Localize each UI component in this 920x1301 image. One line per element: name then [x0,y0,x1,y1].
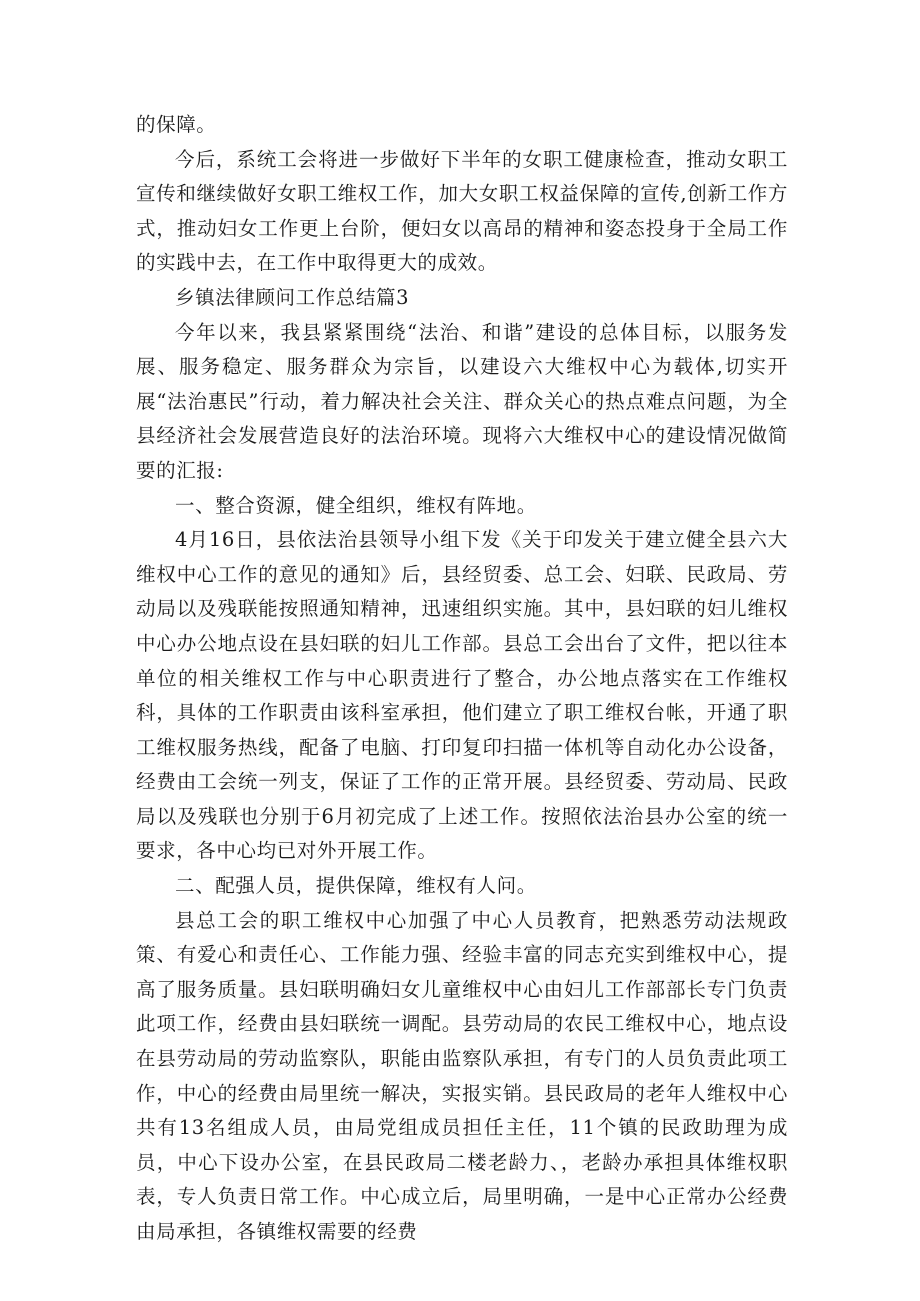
section-title: 乡镇法律顾问工作总结篇3 [175,285,410,309]
section-heading-two: 二、配强人员，提供保障，维权有人问。 [175,874,537,898]
paragraph-future-work: 今后，系统工会将进一步做好下半年的女职工健康检查，推动女职工宣传和继续做好女职工维权工作，加大女职工权益保障的宣传,创新工作方式，推动妇女工作更上台阶，便妇女以高昂的精神和姿态投身于全局工作的实践中去，在工作中取得更大的成效。 [136,147,788,275]
paragraph-continuation: 的保障。 [136,113,217,136]
paragraph-intro: 今年以来，我县紧紧围绕“法治、和谐”建设的总体目标，以服务发展、服务稳定、服务群众为宗旨，以建设六大维权中心为载体,切实开展“法治惠民”行动，着力解决社会关注、群众关心的热点难点问题，为全县经济社会发展营造良好的法治环境。现将六大维权中心的建设情况做简要的汇报: [136,320,788,482]
paragraph-section-one: 4月16日，县依法治县领导小组下发《关于印发关于建立健全县六大维权中心工作的意见的通知》后，县经贸委、总工会、妇联、民政局、劳动局以及残联能按照通知精神，迅速组织实施。其中，县妇联的妇儿维权中心办公地点设在县妇联的妇儿工作部。县总工会出台了文件，把以往本单位的相关维权工作与中心职责进行了整合，办公地点落实在工作维权科，具体的工作职责由该科室承担，他们建立了职工维权台帐，开通了职工维权服务热线，配备了电脑、打印复印扫描一体机等自动化办公设备，经费由工会统一列支，保证了工作的正常开展。县经贸委、劳动局、民政局以及残联也分别于6月初完成了上述工作。按照依法治县办公室的统一要求，各中心均已对外开展工作。 [136,528,788,863]
document-page [136,108,788,1250]
section-heading-one: 一、整合资源，健全组织，维权有阵地。 [175,493,537,517]
paragraph-section-two: 县总工会的职工维权中心加强了中心人员教育，把熟悉劳动法规政策、有爱心和责任心、工作能力强、经验丰富的同志充实到维权中心，提高了服务质量。县妇联明确妇女儿童维权中心由妇儿工作部部长专门负责此项工作，经费由县妇联统一调配。县劳动局的农民工维权中心，地点设在县劳动局的劳动监察队，职能由监察队承担，有专门的人员负责此项工作，中心的经费由局里统一解决，实报实销。县民政局的老年人维权中心共有13名组成人员，由局党组成员担任主任，11个镇的民政助理为成员，中心下设办公室，在县民政局二楼老龄力、，老龄办承担具体维权职表，专人负责日常工作。中心成立后，局里明确，一是中心正常办公经费由局承担，各镇维权需要的经费 [136,908,788,1243]
